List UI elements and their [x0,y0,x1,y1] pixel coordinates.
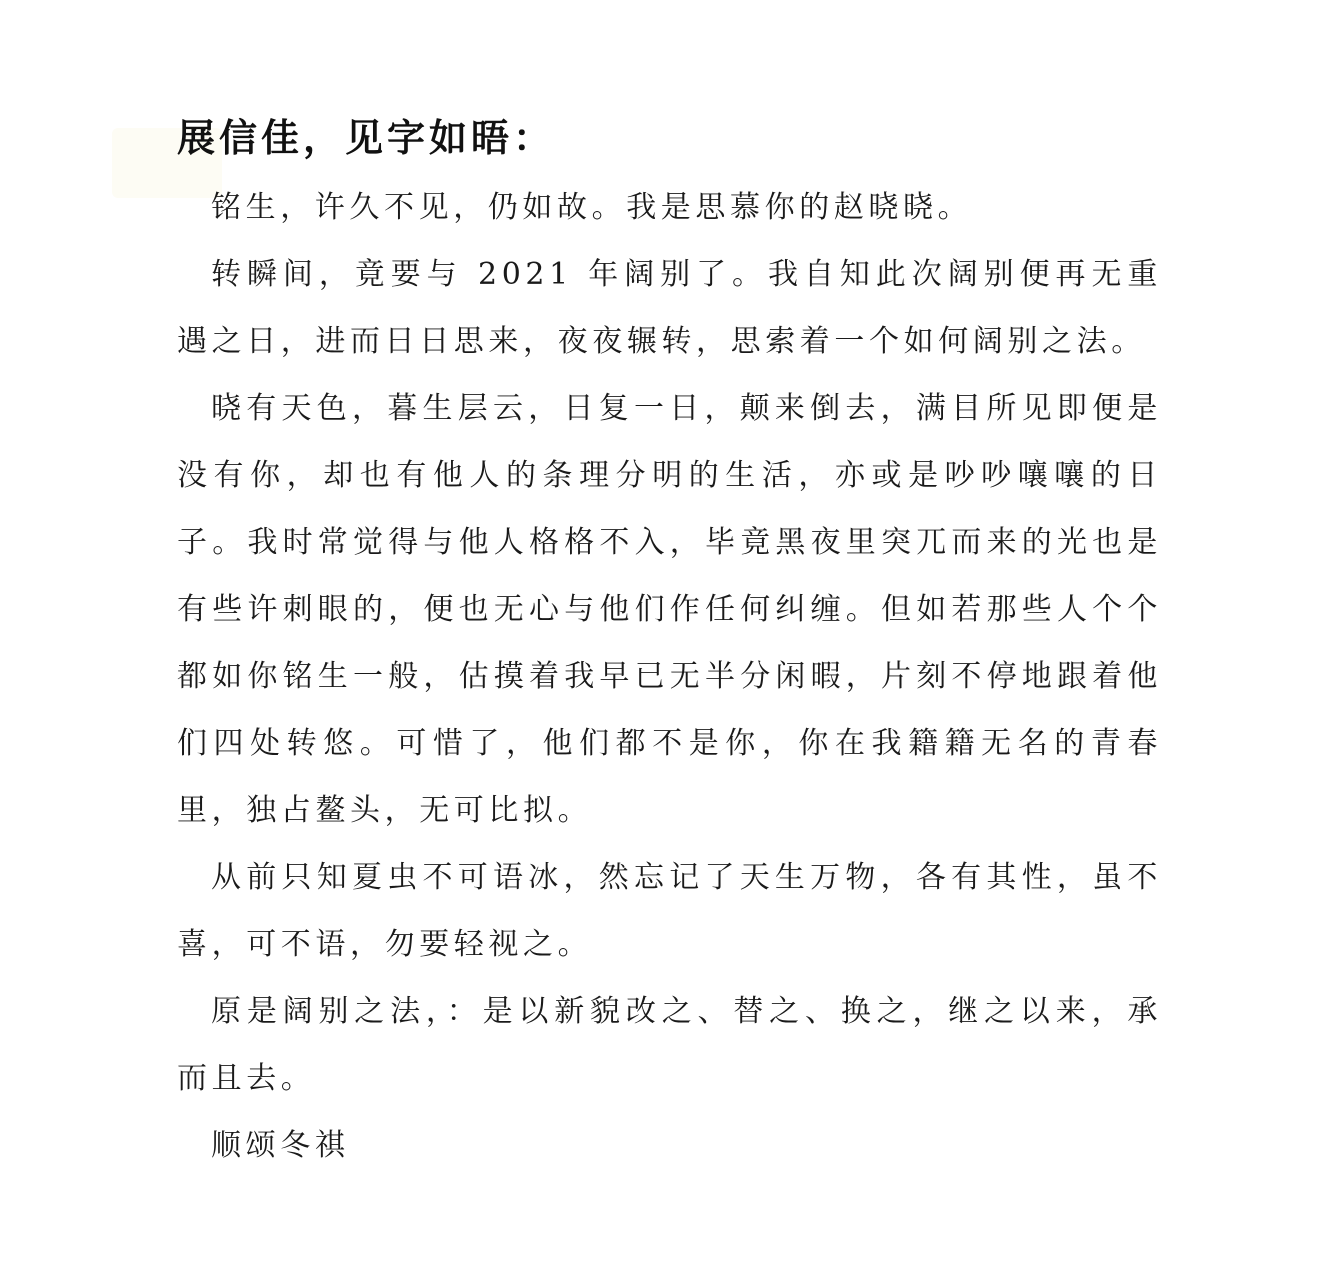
paragraph-5: 原是阔别之法，：是以新貌改之、替之、换之，继之以来，承而且去。 [177,994,1162,1096]
letter-body [177,108,1162,1179]
paragraph-1: 铭生，许久不见，仍如故。我是思慕你的赵晓晓。 [211,190,973,225]
paragraph-3: 晓有天色，暮生层云，日复一日，颠来倒去，满目所见即便是没有你，却也有他人的条理分明的生活，亦或是吵吵嚷嚷的日子。我时常觉得与他人格格不入，毕竟黑夜里突兀而来的光也是有些许刺眼的，便也无心与他们作任何纠缠。但如若那些人个个都如你铭生一般，估摸着我早已无半分闲暇，片刻不停地跟着他们四处转悠。可惜了，他们都不是你，你在我籍籍无名的青春里，独占鳌头，无可比拟。 [177,391,1162,828]
letter-greeting: 展信佳，见字如晤： [177,115,556,160]
paragraph-2: 转瞬间，竟要与 2021 年阔别了。我自知此次阔别便再无重遇之日，进而日日思来，夜夜辗转，思索着一个如何阔别之法。 [177,257,1162,359]
letter-signoff: 顺颂冬祺 [211,1128,350,1163]
paragraph-4: 从前只知夏虫不可语冰，然忘记了天生万物，各有其性，虽不喜，可不语，勿要轻视之。 [177,860,1162,962]
